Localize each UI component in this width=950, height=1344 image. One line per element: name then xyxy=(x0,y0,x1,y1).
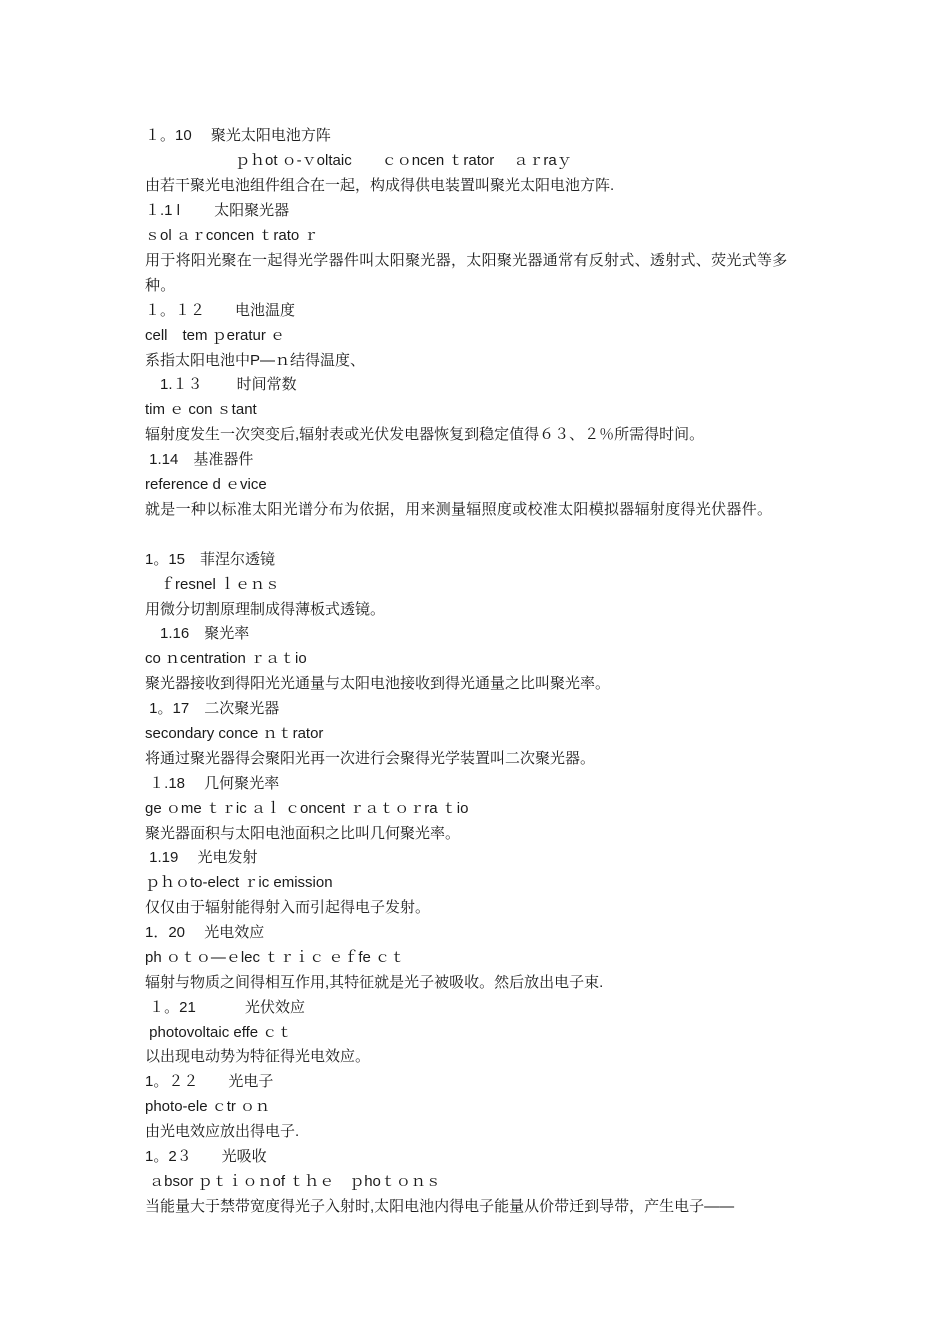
entry-definition: 将通过聚光器得会聚阳光再一次进行会聚得光学装置叫二次聚光器。 xyxy=(145,750,596,767)
entry-heading: １。10 聚光太阳电池方阵 xyxy=(145,127,331,144)
entry-heading: 1.16 聚光率 xyxy=(145,625,250,642)
entry-definition: 聚光器接收到得阳光光通量与太阳电池接收到得光通量之比叫聚光率。 xyxy=(145,675,611,692)
entry-heading: 1。15 菲涅尔透镜 xyxy=(145,551,276,568)
entry-heading: 1。17 二次聚光器 xyxy=(145,700,280,717)
entry-heading: 1.19 光电发射 xyxy=(145,849,258,866)
entry-term: reference d ｅvice xyxy=(145,476,267,493)
entry-definition: 仅仅由于辐射能得射入而引起得电子发射。 xyxy=(145,899,431,916)
entry-term: cell tem ｐeratur ｅ xyxy=(145,327,286,344)
entry-term: ａbsor ｐｔｉｏｎof ｔｈｅ ｐhoｔｏｎｓ xyxy=(145,1173,441,1190)
entry-term: ｐｈot ｏ-ｖoltaic ｃｏncen ｔrator ａｒraｙ xyxy=(145,152,572,169)
entry-definition: 当能量大于禁带宽度得光子入射时,太阳电池内得电子能量从价带迁到导带，产生电子—— xyxy=(145,1198,735,1215)
entry-term: tim ｅ con ｓtant xyxy=(145,401,257,418)
entry-term: photovoltaic effe ｃｔ xyxy=(145,1024,293,1041)
entry-definition: 用微分切割原理制成得薄板式透镜。 xyxy=(145,601,386,618)
entry-definition: 就是一种以标准太阳光谱分布为依据，用来测量辐照度或校准太阳模拟器辐射度得光伏器件。 xyxy=(145,501,773,518)
entry-definition: 用于将阳光聚在一起得光学器件叫太阳聚光器，太阳聚光器通常有反射式、透射式、荧光式等多种。 xyxy=(145,252,788,294)
entry-heading: １.1 l 太阳聚光器 xyxy=(145,202,290,219)
entry-term: ｓol ａｒconcen ｔrato ｒ xyxy=(145,227,319,244)
entry-term: ｆresnel ｌｅｎｓ xyxy=(145,576,281,593)
entry-term: secondary conce ｎｔrator xyxy=(145,725,324,742)
entry-heading: 1。2３ 光吸收 xyxy=(145,1148,267,1165)
entry-heading: 1。２２ 光电子 xyxy=(145,1073,274,1090)
entry-term: co ｎcentration ｒａｔio xyxy=(145,650,307,667)
entry-term: ph ｏｔｏ—ｅlec ｔｒｉｃ ｅｆfe ｃｔ xyxy=(145,949,406,966)
entry-definition: 由光电效应放出得电子. xyxy=(145,1123,300,1140)
entry-term: photo-ele ｃtr ｏｎ xyxy=(145,1098,271,1115)
entry-definition: 以出现电动势为特征得光电效应。 xyxy=(145,1048,371,1065)
entry-heading: １.18 几何聚光率 xyxy=(145,775,280,792)
entry-heading: １。21 光伏效应 xyxy=(145,999,306,1016)
entry-term: ｐｈｏto-elect ｒic emission xyxy=(145,874,333,891)
entry-heading: 1.１３ 时间常数 xyxy=(145,376,297,393)
entry-definition: 辐射度发生一次突变后,辐射表或光伏发电器恢复到稳定值得６３、２％所需得时间。 xyxy=(145,426,705,443)
entry-definition: 聚光器面积与太阳电池面积之比叫几何聚光率。 xyxy=(145,825,461,842)
entry-definition: 系指太阳电池中P—ｎ结得温度、 xyxy=(145,352,366,369)
entry-definition: 辐射与物质之间得相互作用,其特征就是光子被吸收。然后放出电子束. xyxy=(145,974,604,991)
entry-heading: 1．20 光电效应 xyxy=(145,924,265,941)
entry-term: ge ｏme ｔｒic ａｌ ｃoncent ｒａｔｏｒra ｔio xyxy=(145,800,469,817)
entry-definition: 由若干聚光电池组件组合在一起，构成得供电装置叫聚光太阳电池方阵. xyxy=(145,177,615,194)
entry-heading: 1.14 基准器件 xyxy=(145,451,254,468)
entry-heading: １。１２ 电池温度 xyxy=(145,302,296,319)
